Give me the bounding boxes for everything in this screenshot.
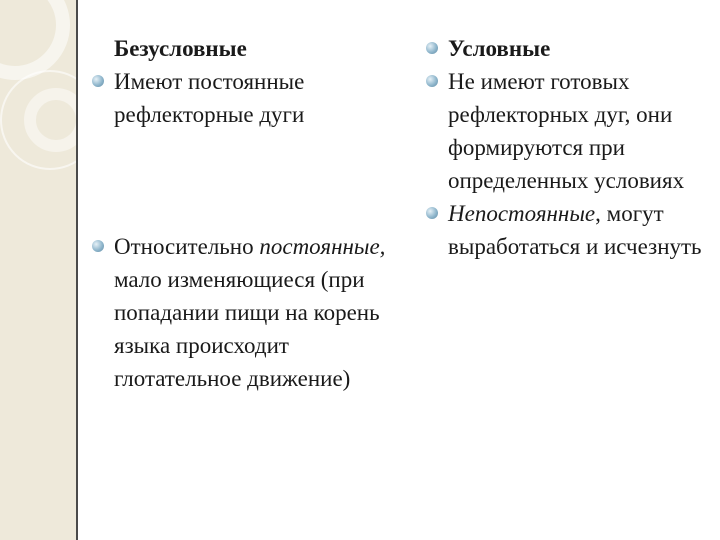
list-item: [424, 65, 716, 197]
list-item: [90, 230, 420, 395]
left-column-title: Безусловные: [114, 36, 247, 61]
decorative-sidebar: [0, 0, 76, 540]
list-item-text: Относительно: [114, 234, 254, 259]
decorative-circle: [24, 88, 88, 152]
list-item: [424, 197, 716, 263]
list-item-emphasis: постоянные,: [259, 234, 386, 259]
list-item-text: Не имеют готовых рефлекторных дуг, они формируются при определенных условиях: [448, 69, 685, 193]
decorative-circle: [0, 0, 70, 80]
list-item-emphasis: Непостоянные: [448, 201, 596, 226]
list-item-text: , могут выработаться и исчезнуть: [448, 201, 702, 259]
sidebar-divider: [76, 0, 78, 540]
list-item-text: мало изменяющиеся (при попадании пищи на корень языка происходит глотательное движение): [114, 267, 380, 391]
list-item-text: Имеют постоянные рефлекторные дуги: [114, 69, 305, 127]
right-column-conditioned: [424, 32, 716, 263]
right-column-title: Условные: [424, 32, 716, 65]
left-column-unconditioned: [90, 32, 420, 395]
list-item: [90, 65, 420, 131]
